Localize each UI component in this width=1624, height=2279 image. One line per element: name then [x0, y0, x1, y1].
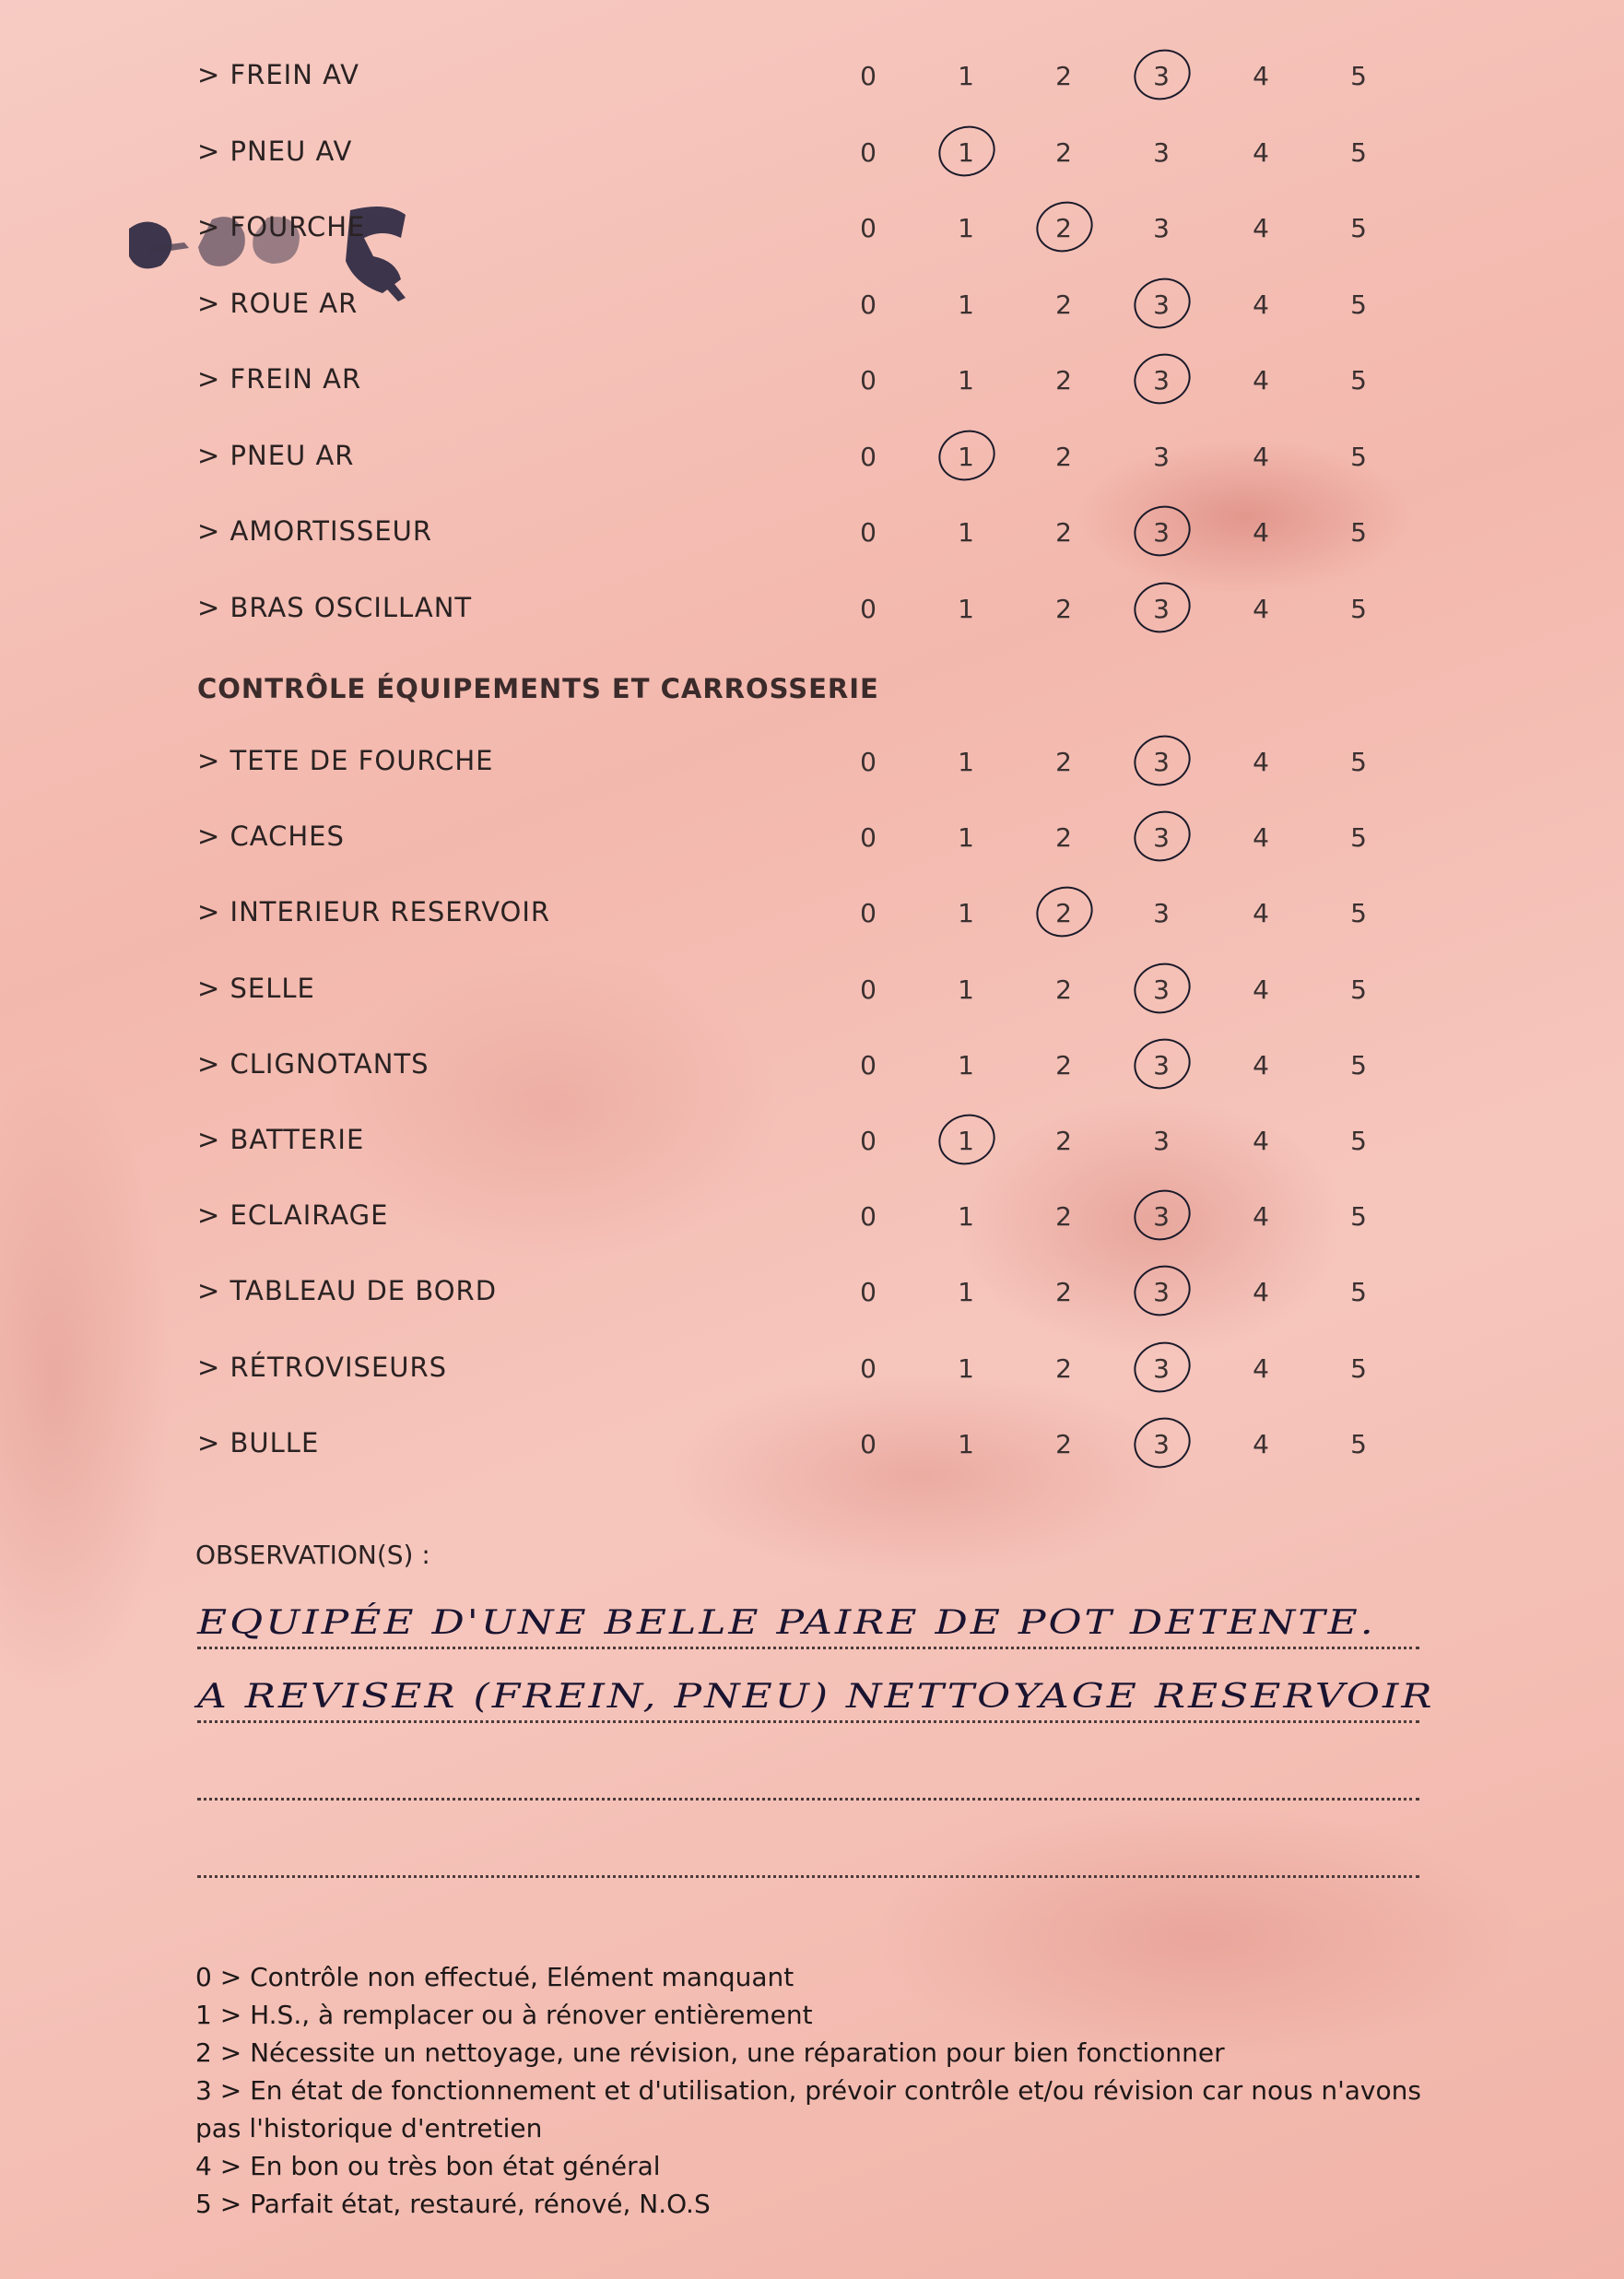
score-2[interactable]: 2	[1055, 1049, 1072, 1080]
observation-line-2: A REVISER (FREIN, PNEU) NETTOYAGE RESERVOIR	[197, 1677, 1435, 1716]
score-4[interactable]: 4	[1253, 898, 1269, 929]
score-4[interactable]: 4	[1253, 974, 1269, 1005]
score-2[interactable]: 2	[1055, 289, 1072, 320]
score-1[interactable]	[947, 137, 984, 168]
selected-score-circle	[932, 422, 1002, 488]
selected-score-circle	[1127, 1334, 1197, 1399]
checklist-item-label: > BRAS OSCILLANT	[197, 591, 473, 623]
score-3[interactable]	[1143, 1201, 1180, 1232]
checklist-item-label: > FREIN AR	[197, 363, 362, 395]
score-4[interactable]: 4	[1253, 213, 1269, 243]
score-0[interactable]: 0	[860, 289, 877, 320]
selected-score-circle	[1127, 804, 1197, 869]
score-2[interactable]	[1045, 213, 1082, 243]
score-4[interactable]: 4	[1253, 289, 1269, 320]
checklist-row	[0, 440, 1624, 495]
checklist-row	[0, 896, 1624, 951]
score-4[interactable]: 4	[1253, 136, 1269, 168]
score-0[interactable]: 0	[860, 441, 877, 472]
score-2[interactable]: 2	[1055, 441, 1072, 472]
score-4[interactable]: 4	[1253, 1201, 1269, 1233]
score-value: 3	[1153, 517, 1170, 548]
score-0[interactable]: 0	[860, 974, 877, 1005]
score-5[interactable]: 5	[1350, 747, 1367, 777]
checklist-item-label: > BULLE	[197, 1426, 320, 1458]
score-3[interactable]: 3	[1153, 213, 1170, 243]
score-5[interactable]: 5	[1350, 517, 1367, 548]
score-value: 3	[1153, 593, 1170, 624]
score-1[interactable]	[947, 442, 984, 472]
score-0[interactable]: 0	[860, 136, 877, 168]
score-0[interactable]: 0	[860, 1428, 877, 1459]
legend-item-2: 2 > Nécessite un nettoyage, une révision, une réparation pour bien fonctionner	[195, 2037, 1225, 2068]
score-2[interactable]	[1045, 898, 1082, 928]
dotted-line-1	[197, 1647, 1419, 1649]
score-value: 3	[1153, 1352, 1170, 1384]
score-3[interactable]	[1143, 289, 1180, 320]
score-3[interactable]: 3	[1153, 136, 1170, 168]
selected-score-circle	[932, 1107, 1002, 1173]
score-value: 3	[1153, 1201, 1170, 1233]
score-5[interactable]: 5	[1350, 974, 1367, 1005]
score-0[interactable]: 0	[860, 1126, 877, 1156]
score-4[interactable]: 4	[1253, 822, 1269, 854]
score-5[interactable]: 5	[1350, 593, 1367, 624]
score-3[interactable]	[1143, 365, 1180, 396]
legend-item-1: 1 > H.S., à remplacer ou à rénover entièrement	[195, 2000, 813, 2030]
score-0[interactable]: 0	[860, 898, 877, 929]
checklist-item-label: > CACHES	[197, 821, 345, 853]
checklist-item-label: > FOURCHE	[197, 211, 366, 242]
score-5[interactable]: 5	[1350, 1428, 1367, 1459]
score-1[interactable]: 1	[958, 1352, 974, 1384]
score-3[interactable]	[1143, 822, 1180, 853]
checklist-item-label: > ECLAIRAGE	[197, 1199, 389, 1232]
legend-item-4: 4 > En bon ou très bon état général	[195, 2151, 661, 2181]
score-2[interactable]: 2	[1055, 136, 1072, 168]
score-value: 1	[958, 136, 974, 168]
selected-score-circle	[1127, 1183, 1197, 1248]
checklist-item-label: > BATTERIE	[197, 1124, 365, 1155]
selected-score-circle	[1127, 1258, 1197, 1324]
dotted-line-2	[197, 1720, 1419, 1723]
selected-score-circle	[1127, 728, 1197, 794]
checklist-item-label: > TETE DE FOURCHE	[197, 745, 494, 776]
score-2[interactable]: 2	[1055, 747, 1072, 777]
score-1[interactable]: 1	[958, 517, 974, 548]
checklist-item-label: > RÉTROVISEURS	[197, 1351, 448, 1383]
checklist-item-label: > FREIN AV	[197, 59, 359, 90]
selected-score-circle	[1127, 499, 1197, 564]
checklist-row	[0, 1352, 1624, 1407]
observation-line-1: EQUIPÉE D'UNE BELLE PAIRE DE POT DETENTE.	[197, 1603, 1376, 1642]
rating-legend	[195, 1958, 1430, 2223]
checklist-row	[0, 1427, 1624, 1482]
score-4[interactable]: 4	[1253, 61, 1269, 91]
score-0[interactable]: 0	[860, 1049, 877, 1080]
score-0[interactable]: 0	[860, 747, 877, 777]
checklist-row	[0, 515, 1624, 571]
score-3[interactable]	[1143, 1429, 1180, 1459]
score-1[interactable]: 1	[958, 1049, 974, 1080]
score-1[interactable]: 1	[958, 898, 974, 929]
score-0[interactable]: 0	[860, 822, 877, 854]
score-0[interactable]: 0	[860, 593, 877, 624]
score-1[interactable]: 1	[958, 1428, 974, 1459]
score-5[interactable]: 5	[1350, 289, 1367, 320]
score-5[interactable]: 5	[1350, 1277, 1367, 1308]
selected-score-circle	[1127, 1411, 1197, 1476]
score-value: 2	[1055, 898, 1072, 929]
checklist-row	[0, 288, 1624, 343]
score-value: 3	[1153, 365, 1170, 396]
score-value: 3	[1153, 974, 1170, 1005]
score-3[interactable]	[1143, 61, 1180, 91]
score-2[interactable]: 2	[1055, 822, 1072, 854]
score-value: 3	[1153, 61, 1170, 91]
score-5[interactable]: 5	[1350, 822, 1367, 854]
checklist-item-label: > ROUE AR	[197, 287, 359, 319]
checklist-row	[0, 211, 1624, 266]
score-2[interactable]: 2	[1055, 517, 1072, 548]
score-0[interactable]: 0	[860, 1277, 877, 1308]
score-value: 3	[1153, 1049, 1170, 1080]
checklist-item-label: > CLIGNOTANTS	[197, 1047, 430, 1080]
score-1[interactable]: 1	[958, 1201, 974, 1233]
score-5[interactable]: 5	[1350, 365, 1367, 396]
score-2[interactable]: 2	[1055, 1126, 1072, 1156]
score-5[interactable]: 5	[1350, 441, 1367, 472]
score-4[interactable]: 4	[1253, 1428, 1269, 1459]
score-0[interactable]: 0	[860, 213, 877, 243]
checklist-item-label: > PNEU AV	[197, 135, 353, 167]
score-3[interactable]	[1143, 747, 1180, 777]
checklist-item-label: > PNEU AR	[197, 439, 355, 471]
score-1[interactable]: 1	[958, 213, 974, 243]
selected-score-circle	[1127, 42, 1197, 108]
score-value: 1	[958, 441, 974, 472]
checklist-row	[0, 973, 1624, 1028]
checklist-item-label: > INTERIEUR RESERVOIR	[197, 896, 551, 928]
selected-score-circle	[1127, 270, 1197, 336]
checklist-row	[0, 59, 1624, 114]
selected-score-circle	[1030, 195, 1100, 260]
score-1[interactable]: 1	[958, 747, 974, 777]
score-3[interactable]: 3	[1153, 898, 1170, 929]
score-5[interactable]: 5	[1350, 898, 1367, 929]
checklist-item-label: > AMORTISSEUR	[197, 515, 433, 547]
score-5[interactable]: 5	[1350, 1126, 1367, 1156]
score-value: 3	[1153, 289, 1170, 320]
score-3[interactable]: 3	[1153, 1126, 1170, 1156]
score-1[interactable]: 1	[958, 974, 974, 1005]
score-1[interactable]: 1	[958, 365, 974, 396]
score-1[interactable]: 1	[958, 593, 974, 624]
checklist-row	[0, 1124, 1624, 1179]
selected-score-circle	[1127, 955, 1197, 1021]
score-1[interactable]	[947, 1126, 984, 1156]
score-2[interactable]: 2	[1055, 365, 1072, 396]
score-3[interactable]	[1143, 974, 1180, 1005]
checklist-item-label: > TABLEAU DE BORD	[197, 1275, 498, 1307]
checklist-row	[0, 363, 1624, 419]
score-2[interactable]: 2	[1055, 1277, 1072, 1308]
score-4[interactable]: 4	[1253, 441, 1269, 472]
checklist-item-label: > SELLE	[197, 972, 315, 1004]
score-0[interactable]: 0	[860, 517, 877, 548]
score-4[interactable]: 4	[1253, 1126, 1269, 1156]
score-1[interactable]: 1	[958, 61, 974, 91]
legend-item-5: 5 > Parfait état, restauré, rénové, N.O.S	[195, 2189, 711, 2219]
score-0[interactable]: 0	[860, 61, 877, 91]
score-3[interactable]	[1143, 594, 1180, 624]
checklist-row	[0, 1275, 1624, 1330]
score-4[interactable]: 4	[1253, 747, 1269, 777]
checklist-row	[0, 821, 1624, 876]
legend-item-3: 3 > En état de fonctionnement et d'utilisation, prévoir contrôle et/ou révision car nous n'avons pas l'historique d'entretien	[195, 2075, 1421, 2143]
legend-item-0: 0 > Contrôle non effectué, Elément manquant	[195, 1962, 794, 1992]
score-value: 3	[1153, 822, 1170, 854]
score-value: 3	[1153, 747, 1170, 777]
score-5[interactable]: 5	[1350, 213, 1367, 243]
score-2[interactable]: 2	[1055, 61, 1072, 91]
score-3[interactable]	[1143, 1050, 1180, 1080]
score-2[interactable]: 2	[1055, 974, 1072, 1005]
score-4[interactable]: 4	[1253, 517, 1269, 548]
score-3[interactable]	[1143, 1277, 1180, 1307]
score-5[interactable]: 5	[1350, 1352, 1367, 1384]
score-5[interactable]: 5	[1350, 136, 1367, 168]
selected-score-circle	[1127, 1032, 1197, 1097]
score-5[interactable]: 5	[1350, 1049, 1367, 1080]
score-4[interactable]: 4	[1253, 365, 1269, 396]
checklist-row	[0, 136, 1624, 191]
score-4[interactable]: 4	[1253, 1352, 1269, 1384]
score-5[interactable]: 5	[1350, 61, 1367, 91]
score-value: 1	[958, 1126, 974, 1156]
selected-score-circle	[1030, 880, 1100, 945]
dotted-line-4	[197, 1875, 1419, 1878]
checklist-row	[0, 1048, 1624, 1104]
score-5[interactable]: 5	[1350, 1201, 1367, 1233]
score-1[interactable]: 1	[958, 1277, 974, 1308]
score-2[interactable]: 2	[1055, 1352, 1072, 1384]
checklist-row	[0, 745, 1624, 800]
observations-label: OBSERVATION(S) :	[195, 1540, 430, 1570]
score-3[interactable]	[1143, 1353, 1180, 1384]
section-title-equipment: CONTRÔLE ÉQUIPEMENTS ET CARROSSERIE	[197, 673, 879, 704]
checklist-row	[0, 1199, 1624, 1255]
score-0[interactable]: 0	[860, 1352, 877, 1384]
selected-score-circle	[1127, 347, 1197, 412]
score-value: 3	[1153, 1428, 1170, 1459]
score-4[interactable]: 4	[1253, 1049, 1269, 1080]
score-value: 2	[1055, 213, 1072, 243]
score-3[interactable]	[1143, 517, 1180, 548]
score-3[interactable]: 3	[1153, 441, 1170, 472]
checklist-row	[0, 592, 1624, 647]
selected-score-circle	[932, 118, 1002, 183]
score-1[interactable]: 1	[958, 822, 974, 854]
score-0[interactable]: 0	[860, 365, 877, 396]
score-2[interactable]: 2	[1055, 1201, 1072, 1233]
score-2[interactable]: 2	[1055, 593, 1072, 624]
score-0[interactable]: 0	[860, 1201, 877, 1233]
score-value: 3	[1153, 1277, 1170, 1308]
score-1[interactable]: 1	[958, 289, 974, 320]
score-4[interactable]: 4	[1253, 1277, 1269, 1308]
score-4[interactable]: 4	[1253, 593, 1269, 624]
selected-score-circle	[1127, 574, 1197, 640]
dotted-line-3	[197, 1798, 1419, 1801]
score-2[interactable]: 2	[1055, 1428, 1072, 1459]
